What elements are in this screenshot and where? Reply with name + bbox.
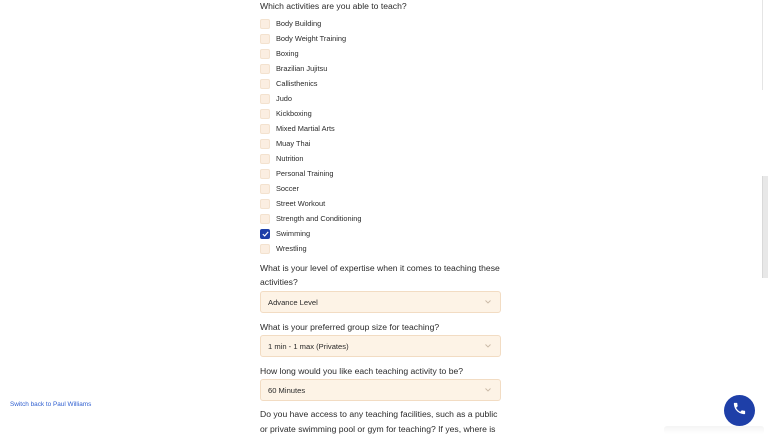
switch-account-link[interactable]: Switch back to Paul Williams xyxy=(10,401,92,408)
activity-checkbox[interactable] xyxy=(260,169,270,179)
activity-option[interactable] xyxy=(260,31,361,46)
activity-checkbox[interactable] xyxy=(260,229,270,239)
chevron-down-icon xyxy=(484,386,492,394)
activity-label: Brazilian Jujitsu xyxy=(276,64,328,73)
activity-label: Kickboxing xyxy=(276,109,312,118)
activity-option[interactable] xyxy=(260,151,361,166)
activity-option[interactable] xyxy=(260,16,361,31)
group-size-select[interactable] xyxy=(260,335,501,357)
activity-checkbox[interactable] xyxy=(260,184,270,194)
activity-checkbox[interactable] xyxy=(260,139,270,149)
activity-option[interactable] xyxy=(260,211,361,226)
activity-label: Soccer xyxy=(276,184,300,193)
expertise-select[interactable] xyxy=(260,291,501,313)
activity-label: Judo xyxy=(276,94,293,103)
activity-label: Body Weight Training xyxy=(276,34,347,43)
activity-checkbox[interactable] xyxy=(260,244,270,254)
check-icon xyxy=(262,231,269,237)
activity-checkbox[interactable] xyxy=(260,199,270,209)
facilities-question: Do you have access to any teaching facilities, such as a public or private swimming pool or gym for teaching? If yes, where is xyxy=(260,409,498,434)
activity-checkbox[interactable] xyxy=(260,94,270,104)
activity-option[interactable] xyxy=(260,196,361,211)
activity-label: Muay Thai xyxy=(276,139,311,148)
activity-label: Street Workout xyxy=(276,199,326,208)
duration-question: How long would you like each teaching activity to be? xyxy=(260,366,464,376)
activity-label: Personal Training xyxy=(276,169,334,178)
call-button[interactable] xyxy=(724,395,755,426)
scrollbar[interactable] xyxy=(762,0,768,434)
scrollbar-thumb[interactable] xyxy=(762,176,768,278)
group-size-select-value: 1 min - 1 max (Privates) xyxy=(268,341,349,351)
activity-option[interactable] xyxy=(260,106,361,121)
activity-label: Wrestling xyxy=(276,244,307,253)
activity-label: Swimming xyxy=(276,229,311,238)
activity-label: Boxing xyxy=(276,49,299,58)
activities-question: Which activities are you able to teach? xyxy=(260,1,407,11)
activity-checkbox[interactable] xyxy=(260,34,270,44)
activity-option[interactable] xyxy=(260,76,361,91)
activity-checkbox[interactable] xyxy=(260,49,270,59)
activity-label: Nutrition xyxy=(276,154,304,163)
activity-checkbox[interactable] xyxy=(260,79,270,89)
activity-option[interactable] xyxy=(260,241,361,256)
activity-option[interactable] xyxy=(260,226,361,241)
activity-label: Strength and Conditioning xyxy=(276,214,362,223)
activity-label: Callisthenics xyxy=(276,79,318,88)
group-size-question: What is your preferred group size for teaching? xyxy=(260,322,440,332)
activity-label: Mixed Martial Arts xyxy=(276,124,335,133)
activity-checkbox[interactable] xyxy=(260,64,270,74)
activity-checkbox[interactable] xyxy=(260,124,270,134)
activity-option[interactable] xyxy=(260,91,361,106)
activity-checkbox[interactable] xyxy=(260,19,270,29)
chevron-down-icon xyxy=(484,298,492,306)
duration-select[interactable] xyxy=(260,379,501,401)
activity-option[interactable] xyxy=(260,166,361,181)
expertise-select-value: Advance Level xyxy=(268,297,318,307)
activity-option[interactable] xyxy=(260,181,361,196)
phone-icon xyxy=(732,401,747,421)
activity-checkbox[interactable] xyxy=(260,109,270,119)
widget-bar xyxy=(664,426,764,434)
chevron-down-icon xyxy=(484,342,492,350)
activity-option[interactable] xyxy=(260,46,361,61)
activity-option[interactable] xyxy=(260,61,361,76)
expertise-question: What is your level of expertise when it comes to teaching these activities? xyxy=(260,263,500,287)
activities-checkbox-list xyxy=(260,16,361,256)
activity-checkbox[interactable] xyxy=(260,154,270,164)
activity-label: Body Building xyxy=(276,19,322,28)
duration-select-value: 60 Minutes xyxy=(268,385,306,395)
activity-option[interactable] xyxy=(260,121,361,136)
activity-checkbox[interactable] xyxy=(260,214,270,224)
activity-option[interactable] xyxy=(260,136,361,151)
